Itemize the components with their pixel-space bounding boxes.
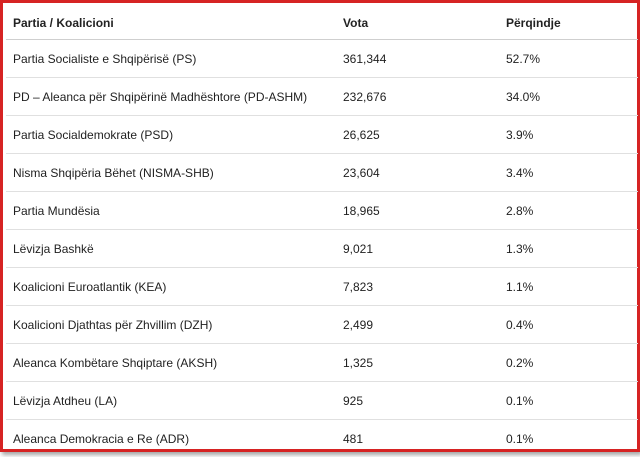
party-name-cell: Aleanca Kombëtare Shqiptare (AKSH) [6, 344, 336, 382]
votes-cell: 361,344 [336, 40, 499, 78]
table-row [6, 192, 638, 230]
table-row [6, 420, 638, 457]
percentage-cell: 0.4% [499, 306, 638, 344]
percentage-cell: 0.1% [499, 382, 638, 420]
table-row [6, 382, 638, 420]
percentage-cell: 0.1% [499, 420, 638, 457]
votes-cell: 9,021 [336, 230, 499, 268]
party-name-cell: Partia Socialdemokrate (PSD) [6, 116, 336, 154]
party-name-cell: Aleanca Demokracia e Re (ADR) [6, 420, 336, 457]
votes-cell: 925 [336, 382, 499, 420]
party-name-cell: Partia Socialiste e Shqipërisë (PS) [6, 40, 336, 78]
votes-cell: 232,676 [336, 78, 499, 116]
votes-cell: 26,625 [336, 116, 499, 154]
election-results-table [6, 6, 638, 457]
table-header-row [6, 6, 638, 40]
party-name-cell: Partia Mundësia [6, 192, 336, 230]
percentage-cell: 3.4% [499, 154, 638, 192]
column-header-party: Partia / Koalicioni [6, 6, 336, 40]
column-header-percentage: Përqindje [499, 6, 638, 40]
table-row [6, 40, 638, 78]
votes-cell: 1,325 [336, 344, 499, 382]
votes-cell: 23,604 [336, 154, 499, 192]
table-row [6, 78, 638, 116]
table-body [6, 40, 638, 457]
percentage-cell: 52.7% [499, 40, 638, 78]
party-name-cell: Lëvizja Atdheu (LA) [6, 382, 336, 420]
percentage-cell: 34.0% [499, 78, 638, 116]
percentage-cell: 1.3% [499, 230, 638, 268]
table-header [6, 6, 638, 40]
column-header-votes: Vota [336, 6, 499, 40]
table-row [6, 230, 638, 268]
party-name-cell: Koalicioni Euroatlantik (KEA) [6, 268, 336, 306]
percentage-cell: 3.9% [499, 116, 638, 154]
table-row [6, 268, 638, 306]
votes-cell: 7,823 [336, 268, 499, 306]
percentage-cell: 1.1% [499, 268, 638, 306]
percentage-cell: 0.2% [499, 344, 638, 382]
party-name-cell: Lëvizja Bashkë [6, 230, 336, 268]
votes-cell: 2,499 [336, 306, 499, 344]
table-row [6, 154, 638, 192]
table-row [6, 306, 638, 344]
votes-cell: 481 [336, 420, 499, 457]
table-row [6, 344, 638, 382]
party-name-cell: PD – Aleanca për Shqipërinë Madhështore (PD-ASHM) [6, 78, 336, 116]
party-name-cell: Koalicioni Djathtas për Zhvillim (DZH) [6, 306, 336, 344]
table-row [6, 116, 638, 154]
votes-cell: 18,965 [336, 192, 499, 230]
party-name-cell: Nisma Shqipëria Bëhet (NISMA-SHB) [6, 154, 336, 192]
percentage-cell: 2.8% [499, 192, 638, 230]
